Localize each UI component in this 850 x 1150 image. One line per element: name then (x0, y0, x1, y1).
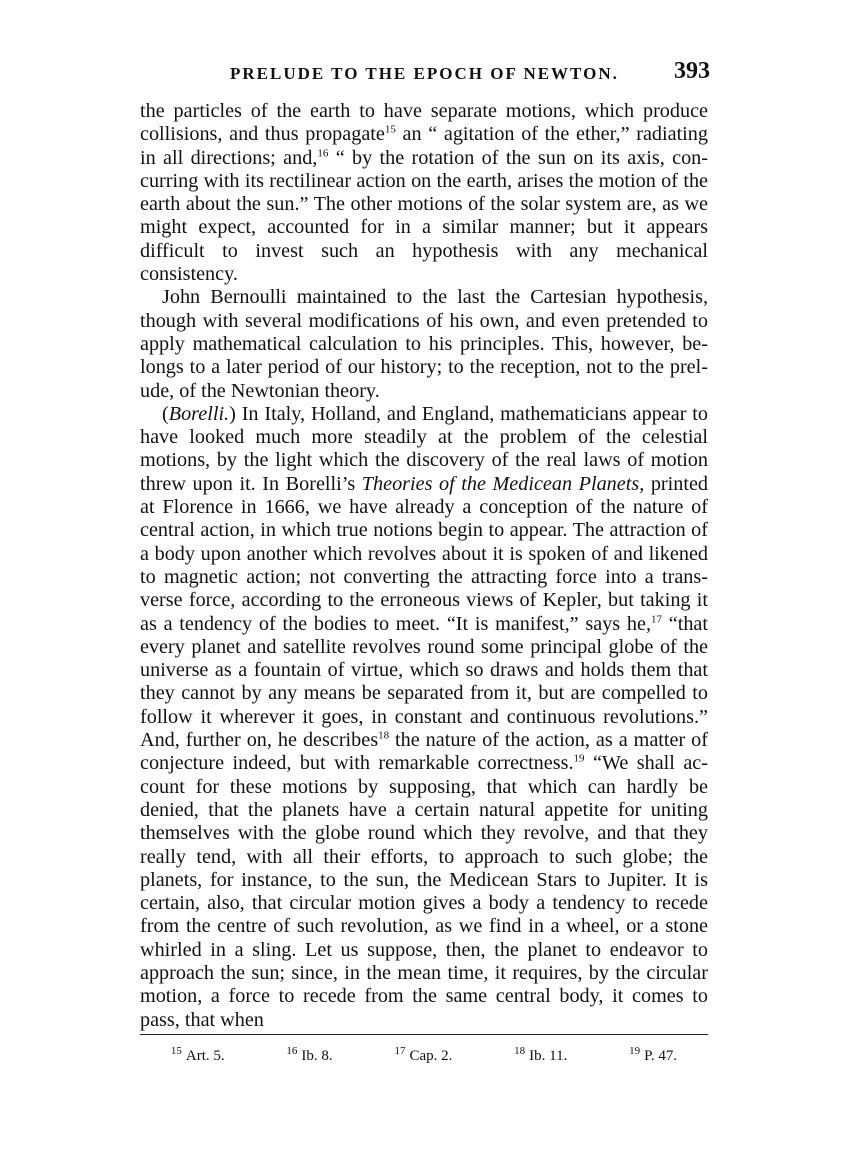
footnotes (140, 1045, 708, 1065)
text-run: the nature of the action, as a matter of conjecture indeed, but with remarkable correctness. (140, 729, 708, 775)
text-run: John Bernoulli maintained to the last the Cartesian hypothesis, though with several modifications of his own, and even pretended to apply mathematical calculation to his principles. This, however, belongs to a later period of our history; to the reception, not to the prelude, of the Newtonian theory. (140, 286, 708, 402)
footnote-divider (140, 1034, 708, 1035)
text-run: ) In Italy, Holland, and England, mathematicians appear to have looked much more steadily at the problem of the celestial motions, by the light which the discovery of the real laws of motion threw upon it. In Borelli’s (140, 402, 708, 495)
footnote-number: 15 (170, 1045, 182, 1057)
text-run: the particles of the earth to have separate motions, which produce collisions, and thus propagate (140, 100, 708, 146)
footnote-ref: 19 (573, 752, 585, 765)
footnote (629, 1045, 678, 1065)
footnote-ref: 18 (378, 729, 390, 742)
running-title: PRELUDE TO THE EPOCH OF NEWTON. (230, 64, 619, 83)
text-run: ( (162, 402, 169, 425)
footnote-ref: 16 (317, 146, 329, 159)
footnote-text: Art. 5. (185, 1048, 225, 1064)
footnote (286, 1045, 333, 1065)
footnote-number: 17 (394, 1045, 406, 1057)
footnote-number: 19 (629, 1045, 641, 1057)
footnote-number: 18 (514, 1045, 526, 1057)
text-run: “that every planet and satellite revolves round some principal globe of the universe as a fountain of virtue, which so draws and holds them that they cannot by any means be separated from it, but are compelled to follow it wherever it goes, in constant and continuous revolutions.” And, further on, he describes (140, 612, 709, 752)
text-run: “ by the rotation of the sun on its axis, concurring with its rectilinear action on the earth, arises the motion of the earth about the sun.” The other motions of the solar system are, as we might expect, accounted for in a similar manner; but it appears difficult to invest such an hypothesis with any mechanical consistency. (140, 146, 708, 286)
italic-text: Borelli. (168, 402, 230, 425)
paragraph (140, 286, 708, 402)
footnote (514, 1045, 568, 1065)
italic-text: Theories of the Medicean Planets, (361, 472, 645, 495)
text-run: an “ agitation of the ether,” radiating in all directions; and, (140, 123, 708, 169)
page-header (140, 58, 710, 90)
body-text (140, 100, 708, 1032)
footnote (170, 1045, 225, 1065)
footnote (394, 1045, 453, 1065)
text-run: “We shall account for these motions by supposing, that which can hardly be denied, that the planets have a certain natural appetite for uniting themselves with the globe round which they revolve, and that they really tend, with all their efforts, to approach to such globe; the planets, for instance, to the sun, the Medicean Stars to Jupiter. It is certain, also, that circular motion gives a body a tendency to recede from the centre of such revolution, as we find in a wheel, or a stone whirled in a sling. Let us suppose, then, the planet to endeavor to approach the sun; since, in the mean time, it requires, by the circular motion, a force to recede from the same central body, it comes to pass, that when (140, 752, 708, 1031)
footnote-ref: 15 (384, 123, 396, 136)
paragraph (140, 403, 708, 1032)
text-run: printed at Florence in 1666, we have already a conception of the nature of central action, in which true notions begin to appear. The attraction of a body upon another which revolves about it is spoken of and likened to magnetic action; not converting the attracting force into a transverse force, according to the erroneous views of Kepler, but taking it as a tendency of the bodies to meet. “It is manifest,” says he, (140, 472, 708, 635)
footnote-ref: 17 (651, 612, 663, 625)
footnote-text: Ib. 11. (529, 1048, 568, 1064)
page-number: 393 (674, 58, 710, 84)
footnote-text: P. 47. (644, 1048, 678, 1064)
paragraph (140, 100, 708, 286)
footnote-number: 16 (286, 1045, 298, 1057)
footnote-text: Cap. 2. (409, 1048, 453, 1064)
footnote-text: Ib. 8. (301, 1048, 333, 1064)
